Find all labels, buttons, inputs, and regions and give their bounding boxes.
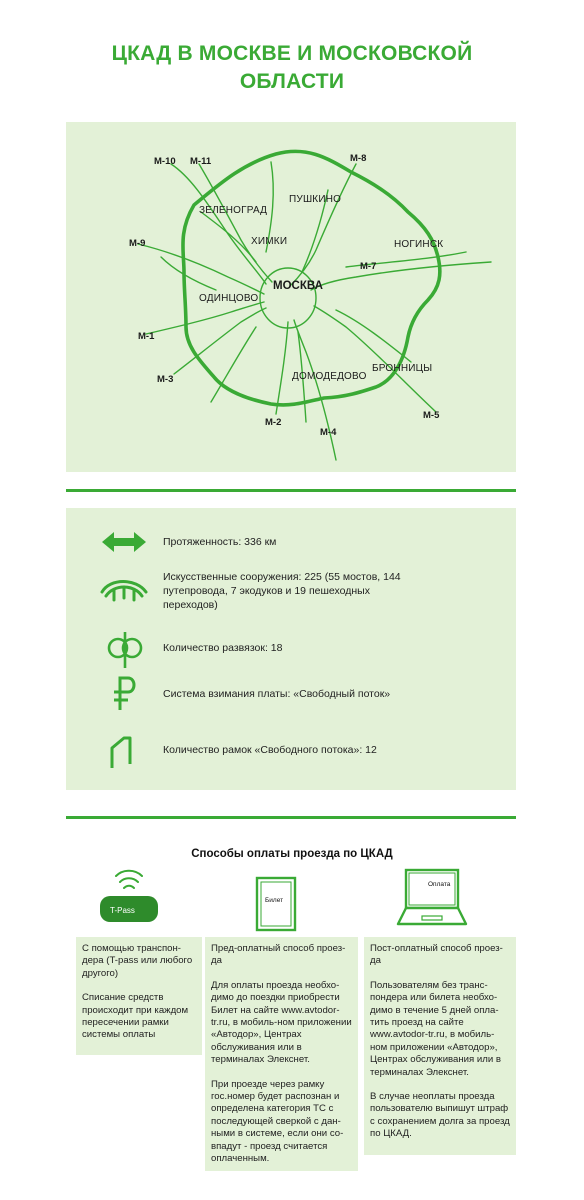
title-line-2: ОБЛАСТИ — [239, 70, 345, 93]
label-domodedovo: ДОМОДЕДОВО — [292, 371, 367, 382]
road-m11 — [199, 164, 272, 282]
map-svg — [66, 122, 516, 472]
label-m4: М-4 — [320, 427, 337, 438]
method-heading: С помощью транспон-дера (T-pass или любого другого) — [82, 943, 193, 979]
title-line-1: ЦКАД В МОСКВЕ И МОСКОВСКОЙ — [111, 42, 473, 65]
fact-text: Протяженность: 336 км — [163, 536, 277, 548]
method-heading: Пост-оплатный способ проез-да — [370, 943, 503, 967]
label-m11: М-11 — [190, 156, 212, 167]
fact-text: Количество развязок: 18 — [163, 642, 283, 654]
fact-text: Система взимания платы: «Свободный поток» — [163, 688, 391, 700]
city-labels — [199, 194, 443, 382]
label-pushkino: ПУШКИНО — [289, 194, 342, 205]
label-m5: М-5 — [423, 410, 440, 421]
payment-title: Способы оплаты проезда по ЦКАД — [191, 848, 393, 860]
method-paragraph: Пользователям без транс-пондера или билета необхо-димо в течение 5 дней опла-тить проезд на сайте www.avtodor-tr.ru, в мобиль-ном приложении «Автодор», Центрах обслуживания или в терминалах Элекснет. — [370, 979, 501, 1078]
road-m9 — [138, 244, 264, 294]
divider-bottom — [66, 816, 516, 819]
tpass-label: T-Pass — [110, 906, 135, 915]
label-khimki: ХИМКИ — [251, 236, 288, 247]
method-paragraph: Для оплаты проезда необхо-димо до поездки приобрести Билет на сайте www.avtodor-tr.ru, в мобиль-ном приложении «Автодор», Центрах обслуживания или в терминалах Элекснет. — [211, 979, 352, 1066]
label-odintsovo: ОДИНЦОВО — [199, 293, 259, 304]
label-noginsk: НОГИНСК — [394, 239, 444, 250]
toll-gantry-icon — [96, 730, 152, 770]
laptop-label: Оплата — [428, 881, 451, 888]
label-m9: М-9 — [129, 238, 146, 249]
road-m2 — [276, 322, 288, 414]
page-title — [0, 40, 584, 96]
mkad-ring — [260, 268, 316, 328]
interchange-icon — [96, 630, 152, 670]
double-arrow-icon — [96, 522, 152, 562]
bridge-icon — [96, 568, 152, 608]
divider-top — [66, 489, 516, 492]
fact-text: Искусственные сооружения: 225 (55 мостов, 144 путепровода, 7 экодуков и 19 пешеходных переходов) — [163, 571, 401, 611]
label-m10: М-10 — [154, 156, 176, 167]
method-paragraph: В случае неоплаты проезда пользователю выпишут штраф с сохранением долга за проезд по ЦКАД. — [370, 1091, 510, 1140]
fact-text: Количество рамок «Свободного потока»: 12 — [163, 744, 377, 756]
road-m4 — [294, 320, 336, 460]
payment-method-postpaid — [364, 937, 516, 1155]
ruble-icon — [96, 674, 152, 714]
payment-method-transponder — [76, 937, 202, 1055]
label-m7: М-7 — [360, 261, 377, 272]
label-m3: М-3 — [157, 374, 174, 385]
label-m1: М-1 — [138, 331, 155, 342]
label-m2: М-2 — [265, 417, 282, 428]
method-paragraph: Списание средств происходит при каждом пересечении рамки системы оплаты — [82, 992, 189, 1041]
method-heading: Пред-оплатный способ проез-да — [211, 943, 346, 967]
laptop-icon — [396, 866, 470, 930]
payment-method-prepaid — [205, 937, 358, 1171]
ticket-icon — [255, 876, 299, 934]
facts-panel — [66, 508, 516, 790]
method-paragraph: При проезде через рамку гос.номер будет распознан и определена категория ТС с последующей сверкой с дан-ными в системе, если они со-впадут - проезд считается оплаченным. — [211, 1078, 344, 1165]
label-zelenograd: ЗЕЛЕНОГРАД — [199, 205, 268, 216]
road-m7 — [311, 262, 491, 290]
ticket-label: Билет — [265, 897, 284, 904]
road-m8 — [290, 164, 356, 286]
label-m8: М-8 — [350, 153, 367, 164]
transponder-icon — [92, 868, 164, 926]
road-labels — [129, 153, 440, 438]
label-moscow: МОСКВА — [273, 280, 323, 292]
ring-road-map — [66, 122, 516, 472]
label-bronnitsy: БРОННИЦЫ — [372, 363, 433, 374]
